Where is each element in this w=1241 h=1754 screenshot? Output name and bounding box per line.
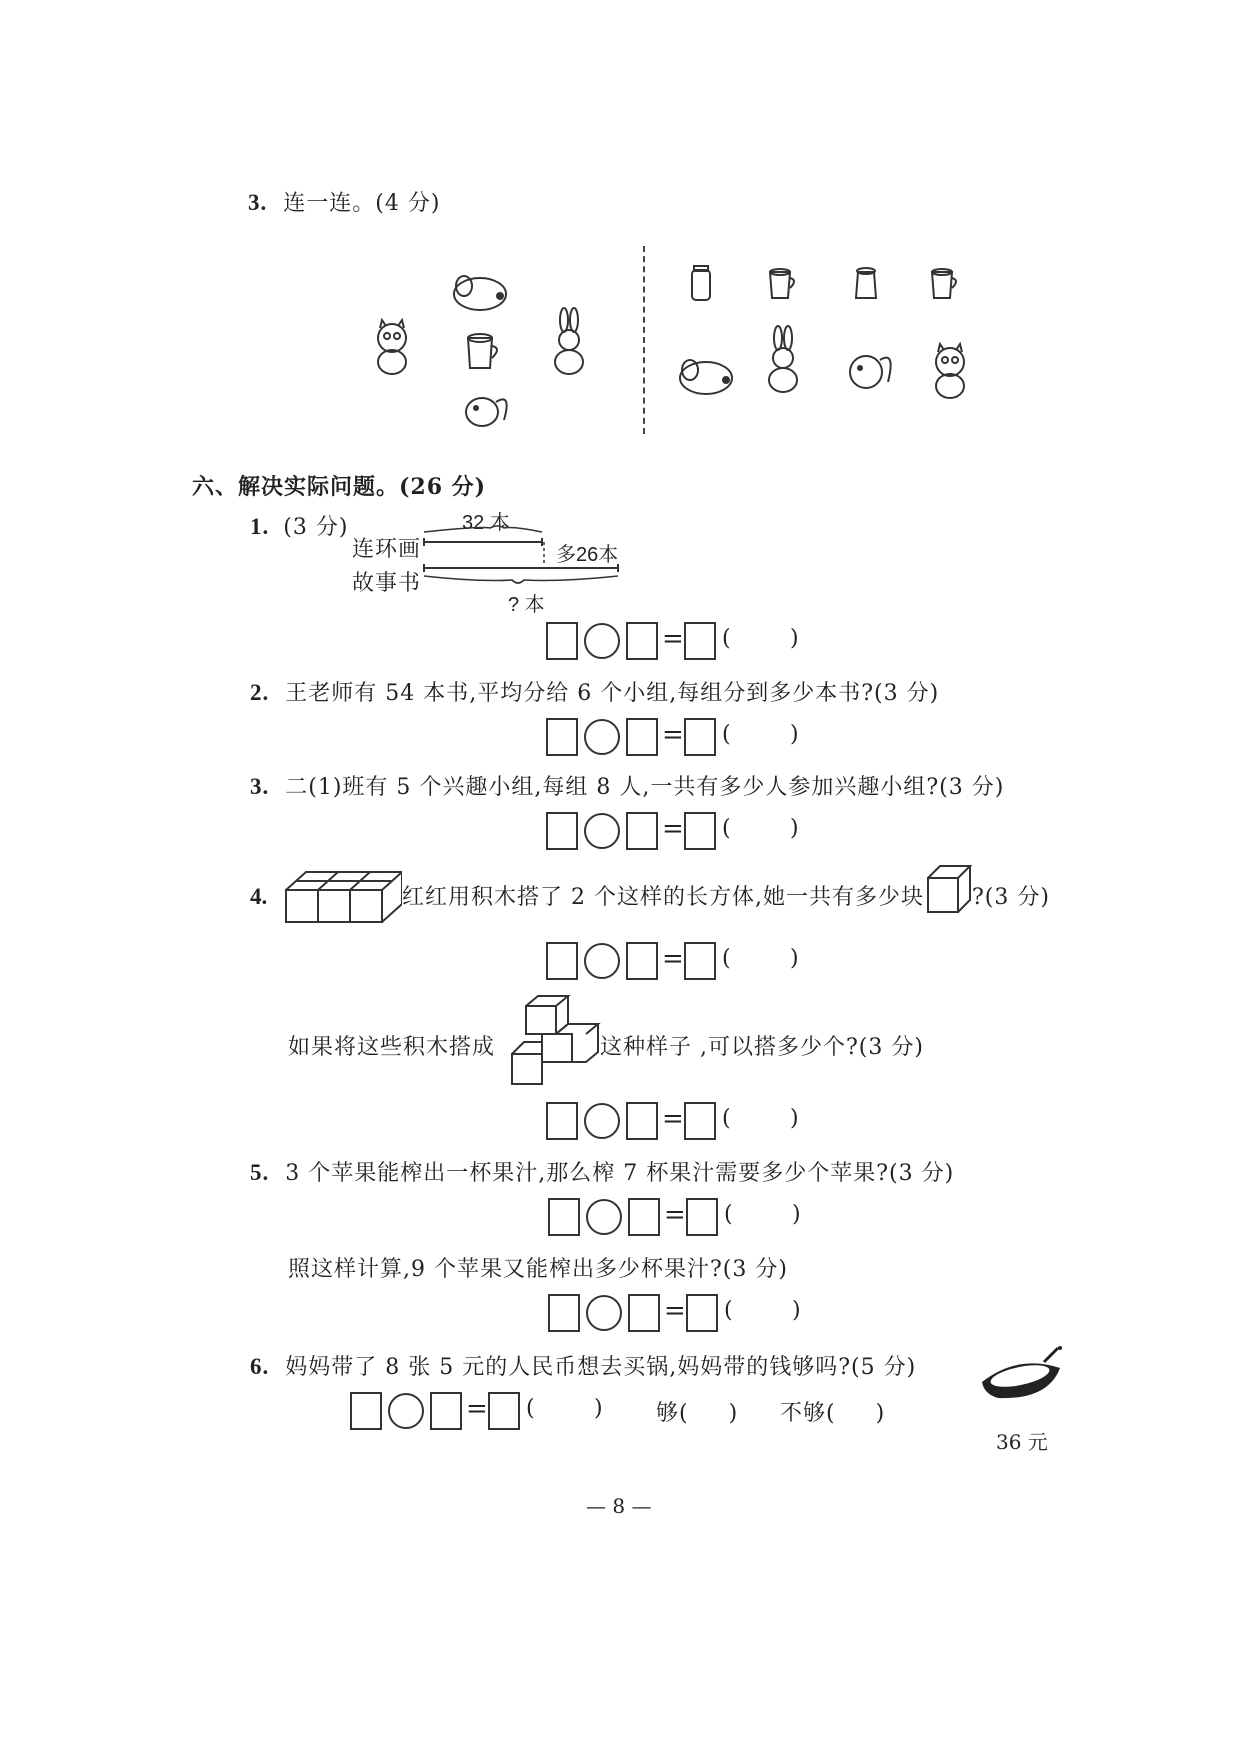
line-diagram — [420, 524, 630, 592]
answer-box[interactable] — [628, 1198, 660, 1236]
question-text: 妈妈带了 8 张 5 元的人民币想去买锅,妈妈带的钱够吗?(5 分) — [285, 1355, 917, 1380]
problem-6 — [250, 1350, 916, 1381]
unit-paren-close: ) — [594, 1396, 603, 1421]
operator-circle[interactable] — [584, 1103, 620, 1139]
rabbit-icon — [769, 326, 797, 392]
question-number: 1. — [250, 514, 270, 539]
cup-icon — [932, 269, 956, 298]
divider-line — [643, 246, 645, 434]
answer-box[interactable] — [684, 1102, 716, 1140]
answer-box[interactable] — [684, 718, 716, 756]
question-text: 王老师有 54 本书,平均分给 6 个小组,每组分到多少本书?(3 分) — [285, 681, 940, 706]
label-story: 故事书 — [352, 571, 422, 596]
cuboid-icon — [282, 860, 402, 928]
question-number: 3. — [248, 190, 268, 215]
answer-box[interactable] — [686, 1294, 718, 1332]
question-number: 5. — [250, 1160, 270, 1185]
cat-icon — [936, 344, 964, 398]
answer-box[interactable] — [626, 1102, 658, 1140]
enough-close: ) — [728, 1401, 739, 1426]
answer-box[interactable] — [548, 1294, 580, 1332]
unit-paren-open: ( — [722, 626, 731, 651]
answer-box[interactable] — [684, 622, 716, 660]
unit-paren-open: ( — [722, 816, 731, 841]
equals-sign: = — [662, 814, 684, 844]
unit-paren-close: ) — [792, 1298, 801, 1323]
section-heading: 六、解决实际问题。(26 分) — [192, 474, 487, 500]
unit-paren-close: ) — [790, 1106, 799, 1131]
equals-sign: = — [662, 1104, 684, 1134]
page-number: — 8 — — [586, 1494, 652, 1518]
answer-box[interactable] — [350, 1392, 382, 1430]
dog-icon — [680, 360, 732, 394]
dog-icon — [454, 276, 506, 310]
operator-circle[interactable] — [584, 719, 620, 755]
answer-equation-4b — [546, 1100, 806, 1144]
question-number: 2. — [250, 680, 270, 705]
unit-paren-close: ) — [790, 722, 799, 747]
answer-box[interactable] — [626, 812, 658, 850]
unit-paren-close: ) — [790, 946, 799, 971]
equals-sign: = — [662, 624, 684, 654]
operator-circle[interactable] — [584, 623, 620, 659]
question-score: (3 分) — [283, 515, 349, 540]
price-label: 36 元 — [996, 1430, 1048, 1454]
answer-box[interactable] — [546, 812, 578, 850]
answer-equation-5b — [548, 1292, 808, 1336]
equals-sign: = — [662, 944, 684, 974]
cube-stack-icon — [506, 990, 602, 1090]
not-enough-close: ) — [875, 1401, 886, 1426]
unit-paren-open: ( — [724, 1202, 733, 1227]
answer-equation-2 — [546, 716, 806, 760]
problem-4-sub-b: 这种样子 ,可以搭多少个?(3 分) — [600, 1035, 924, 1060]
question-text: 连一连。(4 分) — [283, 191, 441, 216]
unit-paren-open: ( — [722, 946, 731, 971]
label-comic: 连环画 — [352, 537, 422, 562]
answer-equation-1 — [546, 620, 806, 664]
operator-circle[interactable] — [388, 1393, 424, 1429]
answer-box[interactable] — [684, 942, 716, 980]
squirrel-icon — [466, 398, 507, 426]
question-number: 3. — [250, 774, 270, 799]
cat-icon — [378, 320, 406, 374]
operator-circle[interactable] — [586, 1295, 622, 1331]
cup-icon — [770, 269, 794, 298]
answer-box[interactable] — [546, 942, 578, 980]
problem-1-header — [250, 510, 348, 541]
cup-icon — [468, 334, 497, 368]
unit-paren-open: ( — [722, 722, 731, 747]
match-question — [248, 186, 440, 217]
unit-paren-open: ( — [722, 1106, 731, 1131]
answer-box[interactable] — [430, 1392, 462, 1430]
problem-5-sub: 照这样计算,9 个苹果又能榨出多少杯果汁?(3 分) — [288, 1257, 788, 1282]
unit-paren-open: ( — [724, 1298, 733, 1323]
answer-equation-4a — [546, 940, 806, 984]
answer-box[interactable] — [546, 1102, 578, 1140]
answer-equation-3 — [546, 810, 806, 854]
problem-4-sub-a: 如果将这些积木搭成 — [288, 1035, 496, 1060]
answer-box[interactable] — [686, 1198, 718, 1236]
operator-circle[interactable] — [584, 943, 620, 979]
answer-equation-5a — [548, 1196, 808, 1240]
answer-box[interactable] — [626, 622, 658, 660]
rabbit-icon — [555, 308, 583, 374]
problem-4-text — [402, 880, 924, 911]
label-bottom: ? 本 — [508, 594, 545, 616]
problem-3 — [250, 770, 1004, 801]
answer-box[interactable] — [548, 1198, 580, 1236]
answer-box[interactable] — [626, 718, 658, 756]
jar-icon — [692, 266, 710, 300]
enough-option[interactable] — [656, 1396, 738, 1427]
problem-2 — [250, 676, 939, 707]
equals-sign: = — [662, 720, 684, 750]
label-more: 多26本 — [556, 544, 619, 566]
enough-label: 够( — [656, 1401, 689, 1426]
question-number: 4. — [250, 884, 268, 909]
question-number: 6. — [250, 1354, 270, 1379]
question-score: ?(3 分) — [972, 885, 1050, 910]
unit-paren-close: ) — [792, 1202, 801, 1227]
operator-circle[interactable] — [586, 1199, 622, 1235]
single-cube-icon — [924, 862, 974, 918]
right-animal-group — [668, 262, 988, 412]
equals-sign: = — [466, 1394, 488, 1424]
question-text: 红红用积木搭了 2 个这样的长方体,她一共有多少块 — [402, 885, 924, 910]
operator-circle[interactable] — [584, 813, 620, 849]
unit-paren-close: ) — [790, 626, 799, 651]
wok-icon — [978, 1346, 1068, 1406]
equals-sign: = — [664, 1200, 686, 1230]
not-enough-option[interactable] — [780, 1396, 885, 1427]
unit-paren-open: ( — [526, 1396, 535, 1421]
left-animal-group — [360, 262, 620, 442]
unit-paren-close: ) — [790, 816, 799, 841]
answer-box[interactable] — [546, 622, 578, 660]
not-enough-label: 不够( — [780, 1401, 836, 1426]
equals-sign: = — [664, 1296, 686, 1326]
question-text: 二(1)班有 5 个兴趣小组,每组 8 人,一共有多少人参加兴趣小组?(3 分) — [285, 775, 1005, 800]
answer-box[interactable] — [546, 718, 578, 756]
answer-equation-6 — [350, 1390, 610, 1434]
answer-box[interactable] — [684, 812, 716, 850]
answer-box[interactable] — [626, 942, 658, 980]
problem-5 — [250, 1156, 954, 1187]
answer-box[interactable] — [628, 1294, 660, 1332]
question-text: 3 个苹果能榨出一杯果汁,那么榨 7 杯果汁需要多少个苹果?(3 分) — [285, 1161, 955, 1186]
answer-box[interactable] — [488, 1392, 520, 1430]
vase-icon — [856, 268, 876, 298]
label-top: 32 本 — [462, 512, 510, 534]
squirrel-icon — [850, 356, 891, 388]
